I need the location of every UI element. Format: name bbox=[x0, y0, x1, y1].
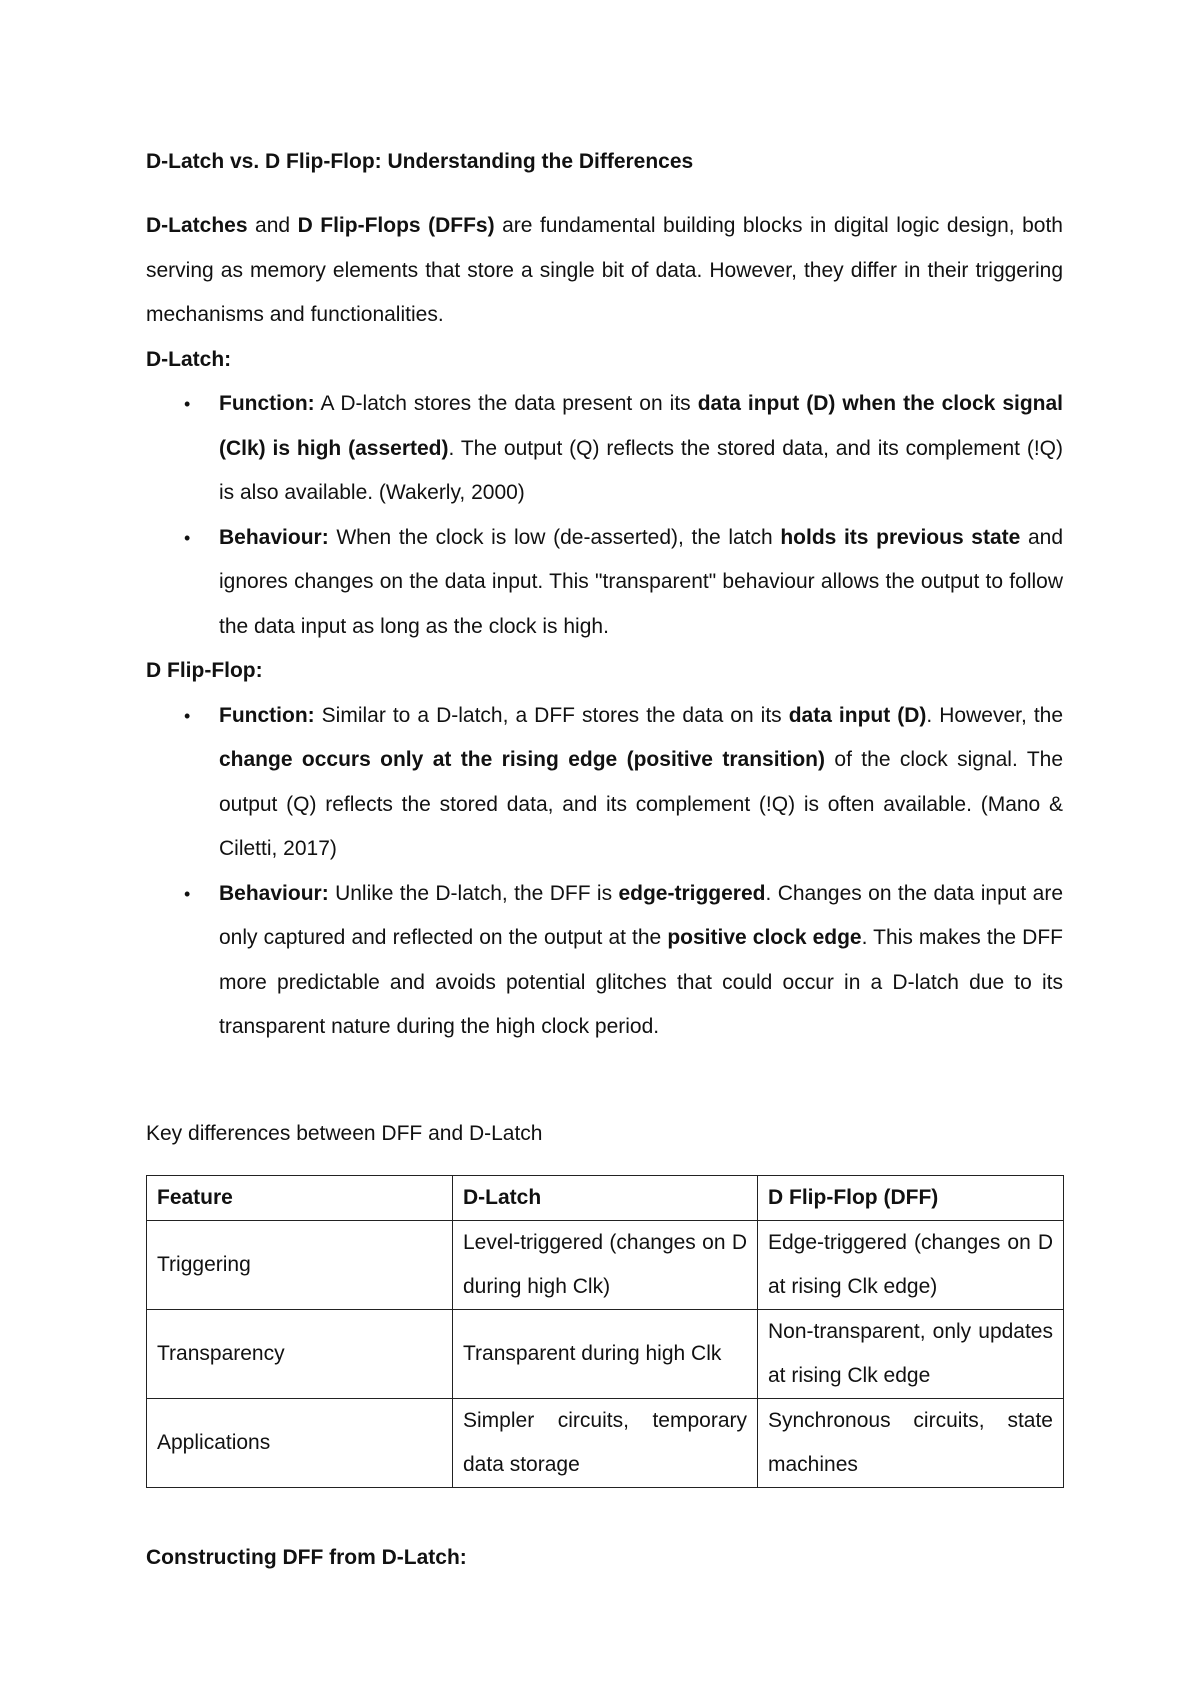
table-cell: Triggering bbox=[147, 1220, 453, 1309]
dlatch-behaviour-text2: and ignores changes on the data input. This "transparent" behaviour allows the output to follow the data input as long as the clock is high. bbox=[219, 525, 1064, 638]
intro-rest: are fundamental building blocks in digital logic design, both serving as memory elements that store a single bit of data. However, they differ in their triggering mechanisms and functionalities. bbox=[146, 214, 1063, 326]
table-cell: Transparent during high Clk bbox=[453, 1309, 758, 1398]
dff-function-label: Function: bbox=[219, 703, 315, 727]
dff-behaviour-text2: . Changes on the data input are only captured and reflected on the output at the bbox=[219, 881, 1063, 949]
table-cell: Transparency bbox=[147, 1309, 453, 1398]
table-cell: Edge-triggered (changes on D at rising Clk edge) bbox=[758, 1220, 1064, 1309]
dff-behaviour-text1: Unlike the D-latch, the DFF is bbox=[328, 881, 619, 905]
column-header: Feature bbox=[147, 1175, 453, 1220]
dff-behaviour-bold2: positive clock edge bbox=[667, 926, 862, 949]
table-cell: Applications bbox=[147, 1398, 453, 1487]
bullet-icon: • bbox=[184, 527, 191, 548]
dff-behaviour-item bbox=[146, 872, 1063, 1050]
dff-function-text3: of the clock signal. The output (Q) reflects the stored data, and its complement (!Q) is often available. (Mano & Ciletti, 2017) bbox=[219, 748, 1064, 860]
column-header: D Flip-Flop (DFF) bbox=[758, 1175, 1064, 1220]
dlatch-behaviour-text1: When the clock is low (de-asserted), the latch bbox=[328, 525, 781, 549]
dlatch-heading: D-Latch: bbox=[146, 347, 232, 371]
dlatch-function-text1: A D-latch stores the data present on its bbox=[314, 392, 698, 415]
table-caption: Key differences between DFF and D-Latch bbox=[146, 1121, 543, 1145]
table-header-row bbox=[147, 1175, 1064, 1220]
table-cell: Non-transparent, only updates at rising Clk edge bbox=[758, 1309, 1064, 1398]
dlatch-list bbox=[146, 382, 1063, 649]
dlatch-function-item bbox=[146, 382, 1063, 516]
dff-function-bold2: change occurs only at the rising edge (positive transition) bbox=[219, 748, 826, 771]
table-row bbox=[147, 1220, 1064, 1309]
dlatch-function-text2: . The output (Q) reflects the stored data, and its complement (!Q) is also available. (Wakerly, 2000) bbox=[219, 436, 1063, 504]
table-cell: Synchronous circuits, state machines bbox=[758, 1398, 1064, 1487]
dlatch-behaviour-bold1: holds its previous state bbox=[780, 525, 1021, 549]
dff-function-bold1: data input (D) bbox=[788, 703, 927, 727]
dff-heading: D Flip-Flop: bbox=[146, 659, 263, 682]
dff-function-text1: Similar to a D-latch, a DFF stores the data on its bbox=[314, 703, 789, 727]
dlatch-function-bold1: data input (D) when the clock signal (Clk) is high (asserted) bbox=[219, 392, 1063, 460]
dff-function-text2: . However, the bbox=[926, 703, 1064, 727]
dlatch-behaviour-label: Behaviour: bbox=[219, 525, 329, 549]
bullet-icon: • bbox=[184, 883, 191, 904]
dff-behaviour-bold1: edge-triggered bbox=[618, 881, 766, 905]
intro-term-dlatches: D-Latches bbox=[146, 214, 248, 237]
differences-table bbox=[146, 1175, 1064, 1488]
dff-function-item bbox=[146, 694, 1063, 872]
constructing-heading: Constructing DFF from D-Latch: bbox=[146, 1545, 467, 1569]
dff-list bbox=[146, 694, 1063, 1050]
intro-and: and bbox=[247, 214, 298, 237]
bullet-icon: • bbox=[184, 705, 191, 726]
table-cell: Level-triggered (changes on D during high Clk) bbox=[453, 1220, 758, 1309]
dff-behaviour-label: Behaviour: bbox=[219, 881, 329, 905]
table-cell: Simpler circuits, temporary data storage bbox=[453, 1398, 758, 1487]
table-row bbox=[147, 1398, 1064, 1487]
dff-behaviour-text3: . This makes the DFF more predictable and avoids potential glitches that could occur in a D-latch due to its transparent nature during the high clock period. bbox=[219, 926, 1063, 1038]
intro-paragraph bbox=[146, 204, 1063, 338]
dlatch-function-label: Function: bbox=[219, 392, 315, 415]
table-row bbox=[147, 1309, 1064, 1398]
dlatch-behaviour-item bbox=[146, 516, 1063, 650]
document-body bbox=[146, 140, 1063, 1601]
document-title: D-Latch vs. D Flip-Flop: Understanding the Differences bbox=[146, 150, 694, 173]
intro-term-dffs: D Flip-Flops (DFFs) bbox=[297, 214, 495, 237]
column-header: D-Latch bbox=[453, 1175, 758, 1220]
bullet-icon: • bbox=[184, 394, 191, 414]
